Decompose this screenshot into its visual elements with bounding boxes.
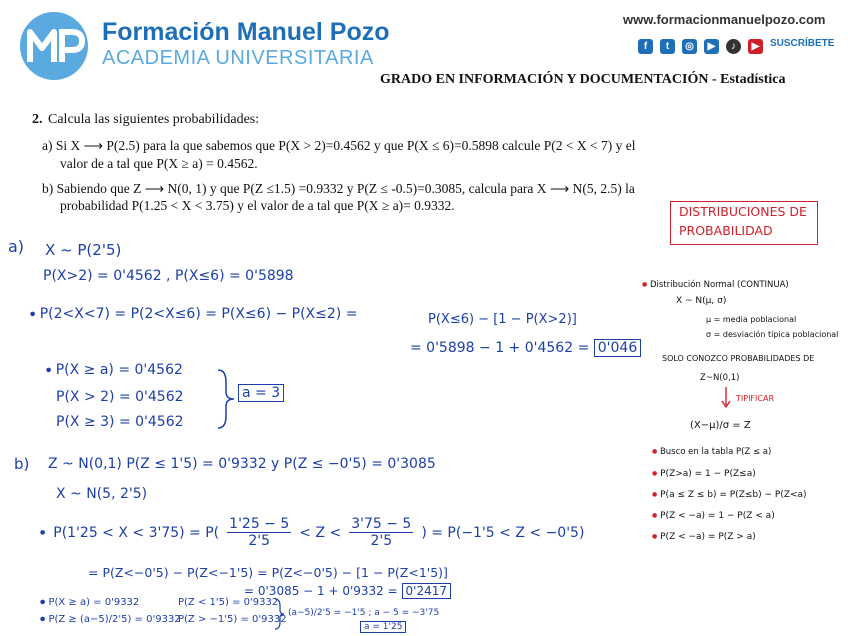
rule-4-text: P(Z < −a) = 1 − P(Z < a) bbox=[660, 511, 775, 521]
solution-a-line7: P(X ≥ 3) = 0'4562 bbox=[56, 414, 184, 430]
down-arrow-icon bbox=[721, 387, 731, 414]
note-1: ● Distribución Normal (CONTINUA) bbox=[642, 280, 789, 290]
solution-b-s3: P(Z < 1'5) = 0'9332 bbox=[178, 597, 279, 608]
fraction-2-num: 3'75 − 5 bbox=[351, 516, 412, 532]
note-2: X ~ N(μ, σ) bbox=[676, 296, 727, 306]
brace-icon bbox=[214, 368, 236, 435]
rule-2: ● P(Z>a) = 1 − P(Z≤a) bbox=[652, 469, 756, 479]
solution-a-line1: X ~ P(2'5) bbox=[45, 241, 122, 259]
solution-b-s1: ● P(X ≥ a) = 0'9332 bbox=[40, 597, 140, 608]
social-bar bbox=[638, 36, 834, 54]
problem-part-b-line1: b) Sabiendo que Z ⟶ N(0, 1) y que P(Z ≤1.5) =0.9332 y P(Z ≤ -0.5)=0.3085, calcula para X ⟶ N(5, 2.5) la bbox=[42, 181, 635, 196]
solution-b-line3-right: ) = P(−1'5 < Z < −0'5) bbox=[421, 524, 585, 541]
fraction-1-den: 2'5 bbox=[248, 533, 271, 549]
solution-b-line3: ● P(1'25 < X < 3'75) = P( $\frac{1'25 - 5}{2'5}$ < Z < $\frac{3'75 - 5}{2'5}$ ) = P(−1'5 < Z < −0'5) bbox=[40, 516, 585, 549]
tipificar-label: TIPIFICAR bbox=[736, 394, 775, 403]
fraction-1 bbox=[227, 516, 291, 549]
solution-a-answer: a = 3 bbox=[238, 384, 284, 402]
standardize-formula: (X−μ)/σ = Z bbox=[690, 420, 751, 431]
rule-3: ● P(a ≤ Z ≤ b) = P(Z≤b) − P(Z<a) bbox=[652, 490, 807, 500]
solution-a-line5: ● P(X ≥ a) = 0'4562 bbox=[46, 362, 183, 378]
mp-logo-icon bbox=[16, 10, 92, 82]
solution-a-line3b: P(X≤6) − [1 − P(X>2)] bbox=[428, 312, 577, 327]
solution-b-line3-left: P(1'25 < X < 3'75) = P( bbox=[53, 524, 220, 541]
box-title-2: PROBABILIDAD bbox=[679, 223, 773, 238]
solution-b-line2: X ~ N(5, 2'5) bbox=[56, 486, 148, 502]
rule-2-text: P(Z>a) = 1 − P(Z≤a) bbox=[660, 469, 756, 479]
solution-a-line4-text: = 0'5898 − 1 + 0'4562 = bbox=[410, 340, 590, 356]
problem-part-b-line2: probabilidad P(1.25 < X < 3.75) y el valor de a tal que P(X ≥ a)= 0.9332. bbox=[60, 198, 455, 213]
course-title: GRADO EN INFORMACIÓN Y DOCUMENTACIÓN - Estadística bbox=[380, 72, 786, 87]
solution-a-line3-text: P(2<X<7) = P(2<X≤6) = P(X≤6) − P(X≤2) = bbox=[39, 306, 358, 322]
bell-icon[interactable]: ♪ bbox=[726, 39, 741, 54]
instagram-icon[interactable]: ◎ bbox=[682, 39, 697, 54]
solution-b-line5-text: = 0'3085 − 1 + 0'9332 = bbox=[244, 584, 398, 598]
rule-5-text: P(Z < −a) = P(Z > a) bbox=[660, 532, 756, 542]
solution-b-final: a = 1'25 bbox=[360, 621, 406, 633]
rule-5: ● P(Z < −a) = P(Z > a) bbox=[652, 532, 756, 542]
problem-title: Calcula las siguientes probabilidades: bbox=[48, 112, 260, 127]
solution-b-line5 bbox=[244, 584, 451, 598]
solution-a-line2: P(X>2) = 0'4562 , P(X≤6) = 0'5898 bbox=[43, 268, 294, 284]
twitter-icon[interactable]: t bbox=[660, 39, 675, 54]
note-4: σ = desviación típica poblacional bbox=[706, 330, 839, 339]
brand-title: Formación Manuel Pozo bbox=[102, 18, 390, 46]
distributions-box bbox=[670, 201, 818, 245]
solution-b-result: 0'2417 bbox=[402, 583, 451, 599]
note-5: SOLO CONOZCO PROBABILIDADES DE bbox=[662, 354, 815, 363]
problem-part-a-line2: valor de a tal que P(X ≥ a) = 0.4562. bbox=[60, 156, 258, 171]
solution-a-line6: P(X > 2) = 0'4562 bbox=[56, 389, 184, 405]
fraction-1-num: 1'25 − 5 bbox=[229, 516, 290, 532]
facebook-icon[interactable]: f bbox=[638, 39, 653, 54]
website-link[interactable]: www.formacionmanuelpozo.com bbox=[623, 12, 826, 27]
brand-subtitle: ACADEMIA UNIVERSITARIA bbox=[102, 47, 374, 69]
solution-b-label: b) bbox=[14, 455, 30, 473]
youtube-icon[interactable]: ▶ bbox=[704, 39, 719, 54]
solution-a-label: a) bbox=[8, 237, 25, 256]
fraction-2 bbox=[349, 516, 413, 549]
solution-b-line1: Z ~ N(0,1) P(Z ≤ 1'5) = 0'9332 y P(Z ≤ −0'5) = 0'3085 bbox=[48, 456, 436, 472]
note-6: Z~N(0,1) bbox=[700, 373, 740, 383]
note-3: μ = media poblacional bbox=[706, 315, 797, 324]
youtube-subscribe-icon[interactable]: ▶ bbox=[748, 39, 763, 54]
solution-a-line5-text: P(X ≥ a) = 0'4562 bbox=[55, 362, 183, 378]
solution-b-s5: (a−5)/2'5 = −1'5 ; a − 5 = −3'75 bbox=[288, 608, 440, 618]
fraction-2-den: 2'5 bbox=[370, 533, 393, 549]
solution-b-s2-text: P(Z ≥ (a−5)/2'5) = 0'9332 bbox=[48, 614, 181, 625]
brand-logo bbox=[16, 10, 92, 82]
brace-b-icon bbox=[273, 598, 285, 635]
note-1-text: Distribución Normal (CONTINUA) bbox=[649, 280, 789, 290]
solution-b-s2: ● P(Z ≥ (a−5)/2'5) = 0'9332 bbox=[40, 614, 181, 625]
solution-a-result: 0'046 bbox=[594, 339, 641, 357]
problem-part-a-line1: a) Si X ⟶ P(2.5) para la que sabemos que P(X > 2)=0.4562 y que P(X ≤ 6)=0.5898 calcule P(2 < X < 7) y el bbox=[42, 138, 636, 153]
solution-a-line3: ● P(2<X<7) = P(2<X≤6) = P(X≤6) − P(X≤2) = bbox=[30, 306, 358, 322]
less-than-z: < Z < bbox=[299, 524, 342, 541]
problem-number: 2. bbox=[32, 112, 43, 127]
solution-a-line4 bbox=[410, 340, 641, 356]
solution-b-line4: = P(Z<−0'5) − P(Z<−1'5) = P(Z<−0'5) − [1 − P(Z<1'5)] bbox=[88, 565, 448, 580]
solution-b-s4: P(Z > −1'5) = 0'9332 bbox=[178, 614, 287, 625]
subscribe-link[interactable]: SUSCRÍBETE bbox=[770, 38, 835, 49]
solution-b-s1-text: P(X ≥ a) = 0'9332 bbox=[48, 597, 140, 608]
rule-1-text: Busco en la tabla P(Z ≤ a) bbox=[659, 447, 772, 457]
box-title-1: DISTRIBUCIONES DE bbox=[679, 204, 807, 219]
rule-3-text: P(a ≤ Z ≤ b) = P(Z≤b) − P(Z<a) bbox=[660, 490, 807, 500]
rule-1: ● Busco en la tabla P(Z ≤ a) bbox=[652, 447, 772, 457]
rule-4: ● P(Z < −a) = 1 − P(Z < a) bbox=[652, 511, 775, 521]
